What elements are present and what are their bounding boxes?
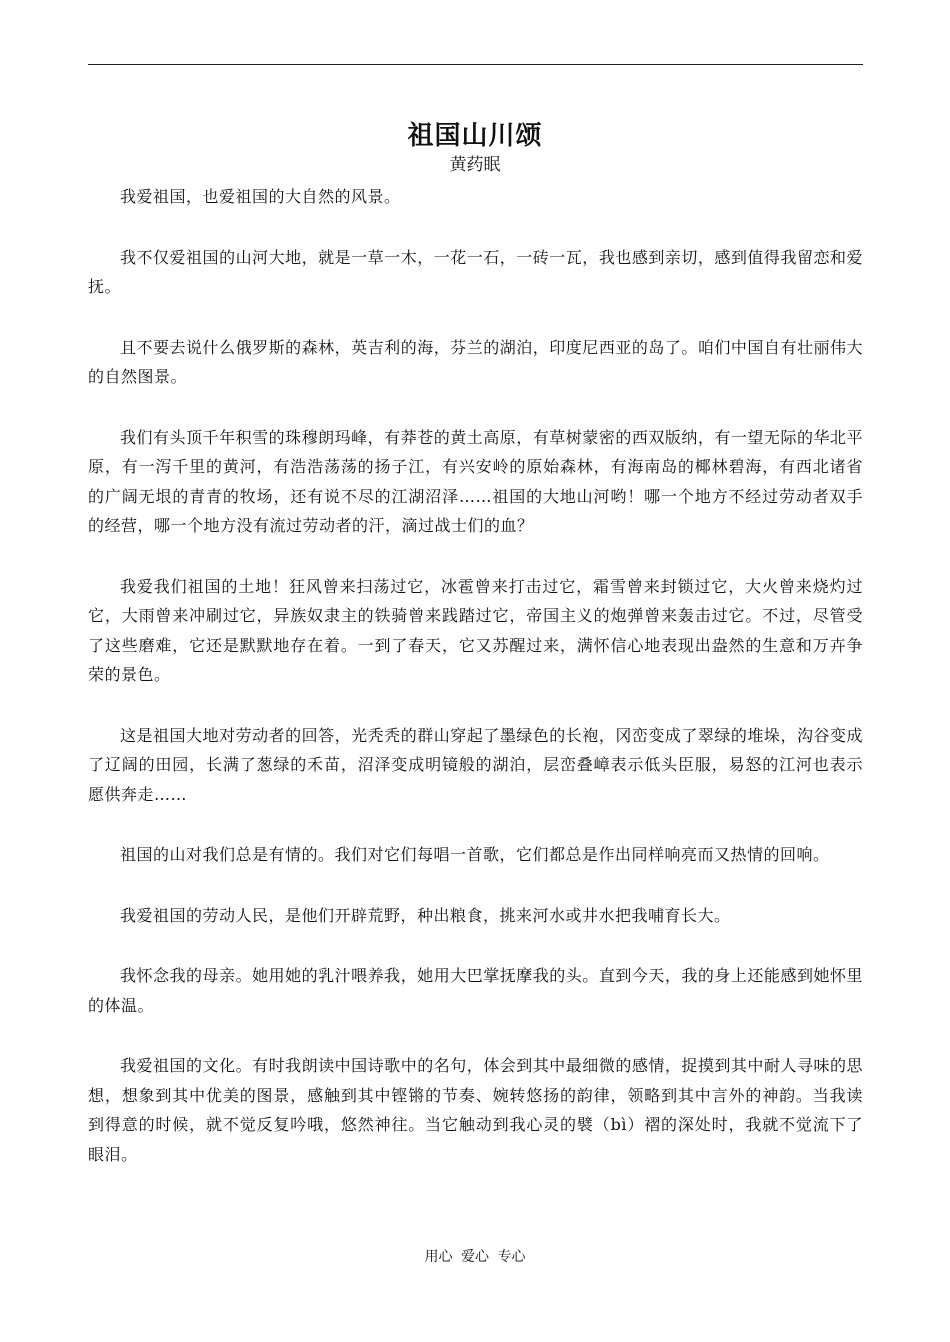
- paragraph: 且不要去说什么俄罗斯的森林，英吉利的海，芬兰的湖泊，印度尼西亚的岛了。咱们中国自有壮丽伟大的自然图景。: [88, 337, 863, 386]
- paragraph: 祖国的山对我们总是有情的。我们对它们每唱一首歌，它们都总是作出同样响亮而又热情的回响。: [120, 845, 830, 864]
- document-body: [88, 182, 863, 1200]
- document-title: 祖国山川颂: [407, 121, 543, 151]
- paragraph: 这是祖国大地对劳动者的回答，光秃秃的群山穿起了墨绿色的长袍，冈峦变成了翠绿的堆垛，沟谷变成了辽阔的田园，长满了葱绿的禾苗，沼泽变成明镜般的湖泊，层峦叠嶂表示低头臣服，易怒的江河也表示愿供奔走……: [88, 725, 863, 804]
- paragraph: 我爱祖国，也爱祖国的大自然的风景。: [120, 187, 401, 206]
- document-author: 黄药眠: [449, 155, 501, 175]
- paragraph: 我爱我们祖国的土地！狂风曾来扫荡过它，冰雹曾来打击过它，霜雪曾来封锁过它，大火曾来烧灼过它，大雨曾来冲刷过它，异族奴隶主的铁骑曾来践踏过它，帝国主义的炮弹曾来轰击过它。不过，尽管受了这些磨难，它还是默默地存在着。一到了春天，它又苏醒过来，满怀信心地表现出盎然的生意和万卉争荣的景色。: [88, 576, 863, 684]
- paragraph: 我爱祖国的文化。有时我朗读中国诗歌中的名句，体会到其中最细微的感情，捉摸到其中耐人寻味的思想，想象到其中优美的图景，感触到其中铿锵的节奏、婉转悠扬的韵律，领略到其中言外的神韵。当我读到得意的时候，就不觉反复吟哦，悠然神往。当它触动到我心灵的襞（bì）褶的深处时，我就不觉流下了眼泪。: [88, 1056, 863, 1164]
- paragraph: 我们有头顶千年积雪的珠穆朗玛峰，有莽苍的黄土高原，有草树蒙密的西双版纳，有一望无际的华北平原，有一泻千里的黄河，有浩浩荡荡的扬子江，有兴安岭的原始森林，有海南岛的椰林碧海，有西北诸省的广阔无垠的青青的牧场，还有说不尽的江湖沼泽……祖国的大地山河哟！哪一个地方不经过劳动者双手的经营，哪一个地方没有流过劳动者的汗，滴过战士们的血？: [88, 427, 863, 535]
- page-footer: 用心 爱心 专心: [424, 1249, 526, 1265]
- header-rule: [88, 64, 863, 65]
- paragraph: 我爱祖国的劳动人民，是他们开辟荒野，种出粮食，挑来河水或井水把我哺育长大。: [120, 905, 731, 925]
- paragraph: 我怀念我的母亲。她用她的乳汁喂养我，她用大巴掌抚摩我的头。直到今天，我的身上还能感到她怀里的体温。: [88, 966, 863, 1015]
- paragraph: 我不仅爱祖国的山河大地，就是一草一木，一花一石，一砖一瓦，我也感到亲切，感到值得我留恋和爱抚。: [88, 247, 863, 296]
